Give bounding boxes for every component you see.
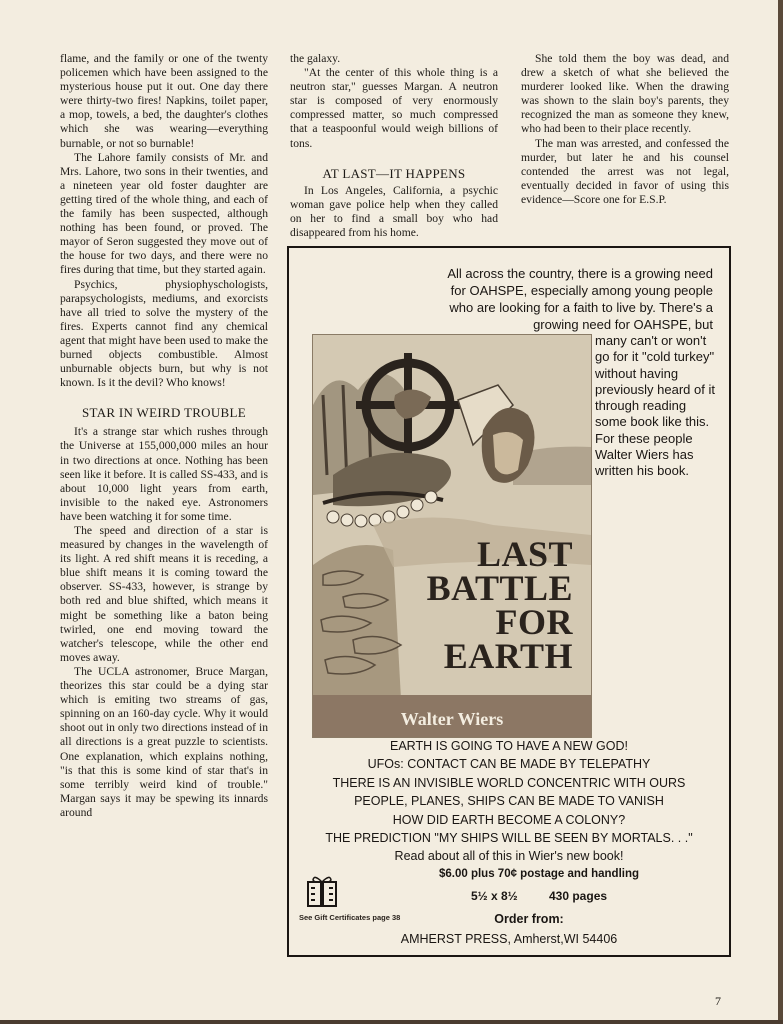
claim-line: THERE IS AN INVISIBLE WORLD CONCENTRIC WITH OURS	[332, 775, 686, 790]
section-heading: STAR IN WEIRD TROUBLE	[81, 405, 247, 421]
gift-certificate-note: See Gift Certificates page 38	[299, 913, 401, 922]
claim-line: EARTH IS GOING TO HAVE A NEW GOD!	[389, 739, 628, 753]
paragraph: "At the center of this whole thing is a neutron star," guesses Margan. A neutron star is composed of very enormously compressed matter, so much compressed that a teaspoonful would weigh billions of tons.	[290, 66, 498, 150]
gift-box-icon	[305, 874, 339, 908]
price-text: $6.00 plus 70¢ postage and handling	[438, 868, 640, 880]
page-bottom-edge	[0, 1020, 783, 1024]
article-column-3	[521, 52, 729, 207]
ad-intro-text: All across the country, there is a growing need for OAHSPE, especially among young people who are looking for a faith to live by. There's a growing need for OAHSPE, but	[447, 266, 713, 332]
page-count: 430 pages	[549, 889, 608, 903]
claim-line: PEOPLE, PLANES, SHIPS CAN BE MADE TO VANISH	[354, 794, 664, 809]
book-title-line: BATTLE	[426, 568, 573, 608]
book-title-line: FOR	[495, 602, 573, 642]
ad-aside-text: many can't or won't go for it "cold turkey" without having previously heard of it through reading some book like this. For these people Walter Wiers has written his book.	[595, 333, 715, 479]
book-size: 5½ x 8½	[470, 889, 518, 903]
claim-line: HOW DID EARTH BECOME A COLONY?	[392, 812, 626, 827]
paragraph: She told them the boy was dead, and drew a sketch of what she believed the murderer looked like. When the drawing was shown to the slain boy's parents, they recognized the man as someone they knew, who had been to their place recently.	[521, 52, 729, 136]
order-address: AMHERST PRESS, Amherst,WI 54406	[400, 932, 618, 946]
paragraph: The Lahore family consists of Mr. and Mrs. Lahore, two sons in their twenties, and a nineteen year old foster daughter are getting tired of the whole thing, and each of the family has been suspected, although nothing has been found, or proved. The mayor of Seron suggested they move out of the house for two days, and there were no fires during that time, but they started again.	[60, 150, 268, 277]
article-column-1	[60, 52, 268, 820]
page-number: 7	[715, 994, 721, 1008]
paragraph: The UCLA astronomer, Bruce Margan, theorizes this star could be a dying star which is emiting two streams of gas, spinning on an 160-day cycle. Why it would shoot out in only two directions instead of in all directions is a great puzzle to scientists. One explanation, which explains nothing, "is that this is some kind of star that's in some terribly weird kind of trouble." Margan says it may be spewing its innards around	[60, 664, 268, 819]
book-cover	[312, 334, 592, 738]
paragraph: In Los Angeles, California, a psychic woman gave police help when they called on her to find a small boy who had disappeared from his home.	[290, 183, 498, 240]
claim-line: UFOs: CONTACT CAN BE MADE BY TELEPATHY	[367, 757, 651, 772]
claim-line: Read about all of this in Wier's new book!	[394, 849, 624, 864]
paragraph: The speed and direction of a star is measured by changes in the wavelength of its light. A red shift means it is receding, a blue shift means it is coming toward the observer. SS-433, however, is strange by both red and blue shifted, which means it might be something like a baton being twirled, one end moving toward the watcher's telescope, while the other end moves away.	[60, 524, 268, 664]
book-advertisement	[287, 246, 731, 957]
page-edge	[778, 0, 783, 1024]
book-title-line: LAST	[476, 534, 573, 574]
paragraph: flame, and the family or one of the twenty policemen which have been assigned to the mysterious house put it out. One day there were thirty-two fires! Napkins, toilet paper, a mop, towels, a bed, the daughter's clothes which she was wearing—everything burnable, or not so burnable!	[60, 52, 268, 150]
book-title-line: EARTH	[443, 636, 573, 676]
book-title	[426, 534, 573, 676]
book-author: Walter Wiers	[400, 709, 504, 729]
ad-claims	[289, 737, 729, 866]
paragraph: It's a strange star which rushes through the Universe at 155,000,000 miles an hour in two directions at once. Nothing has been seen like it before. It is called SS-433, and is about 10,000 light years from earth, invisible to the naked eye. Astronomers have been watching it for some time.	[60, 425, 268, 523]
book-specs	[429, 889, 649, 903]
paragraph: Psychics, physiophyschologists, parapsychologists, mediums, and exorcists have all tried to solve the mystery of the fires. Experts cannot find any chemical agent that might have been used to make the burned objects combustible. Almost unburnable objects burn, but why is not known. Is it the devil? Who knows!	[60, 277, 268, 390]
claim-line: THE PREDICTION "MY SHIPS WILL BE SEEN BY MORTALS. . ."	[325, 831, 693, 846]
paragraph: The man was arrested, and confessed the murder, but later he and his counsel contended the arrest was not legal, eventually decided in favor of using this evidence—Score one for E.S.P.	[521, 136, 729, 206]
section-heading: AT LAST—IT HAPPENS	[322, 165, 466, 181]
paragraph: the galaxy.	[290, 52, 341, 65]
article-column-2	[290, 52, 498, 240]
order-from-label: Order from:	[494, 912, 564, 926]
